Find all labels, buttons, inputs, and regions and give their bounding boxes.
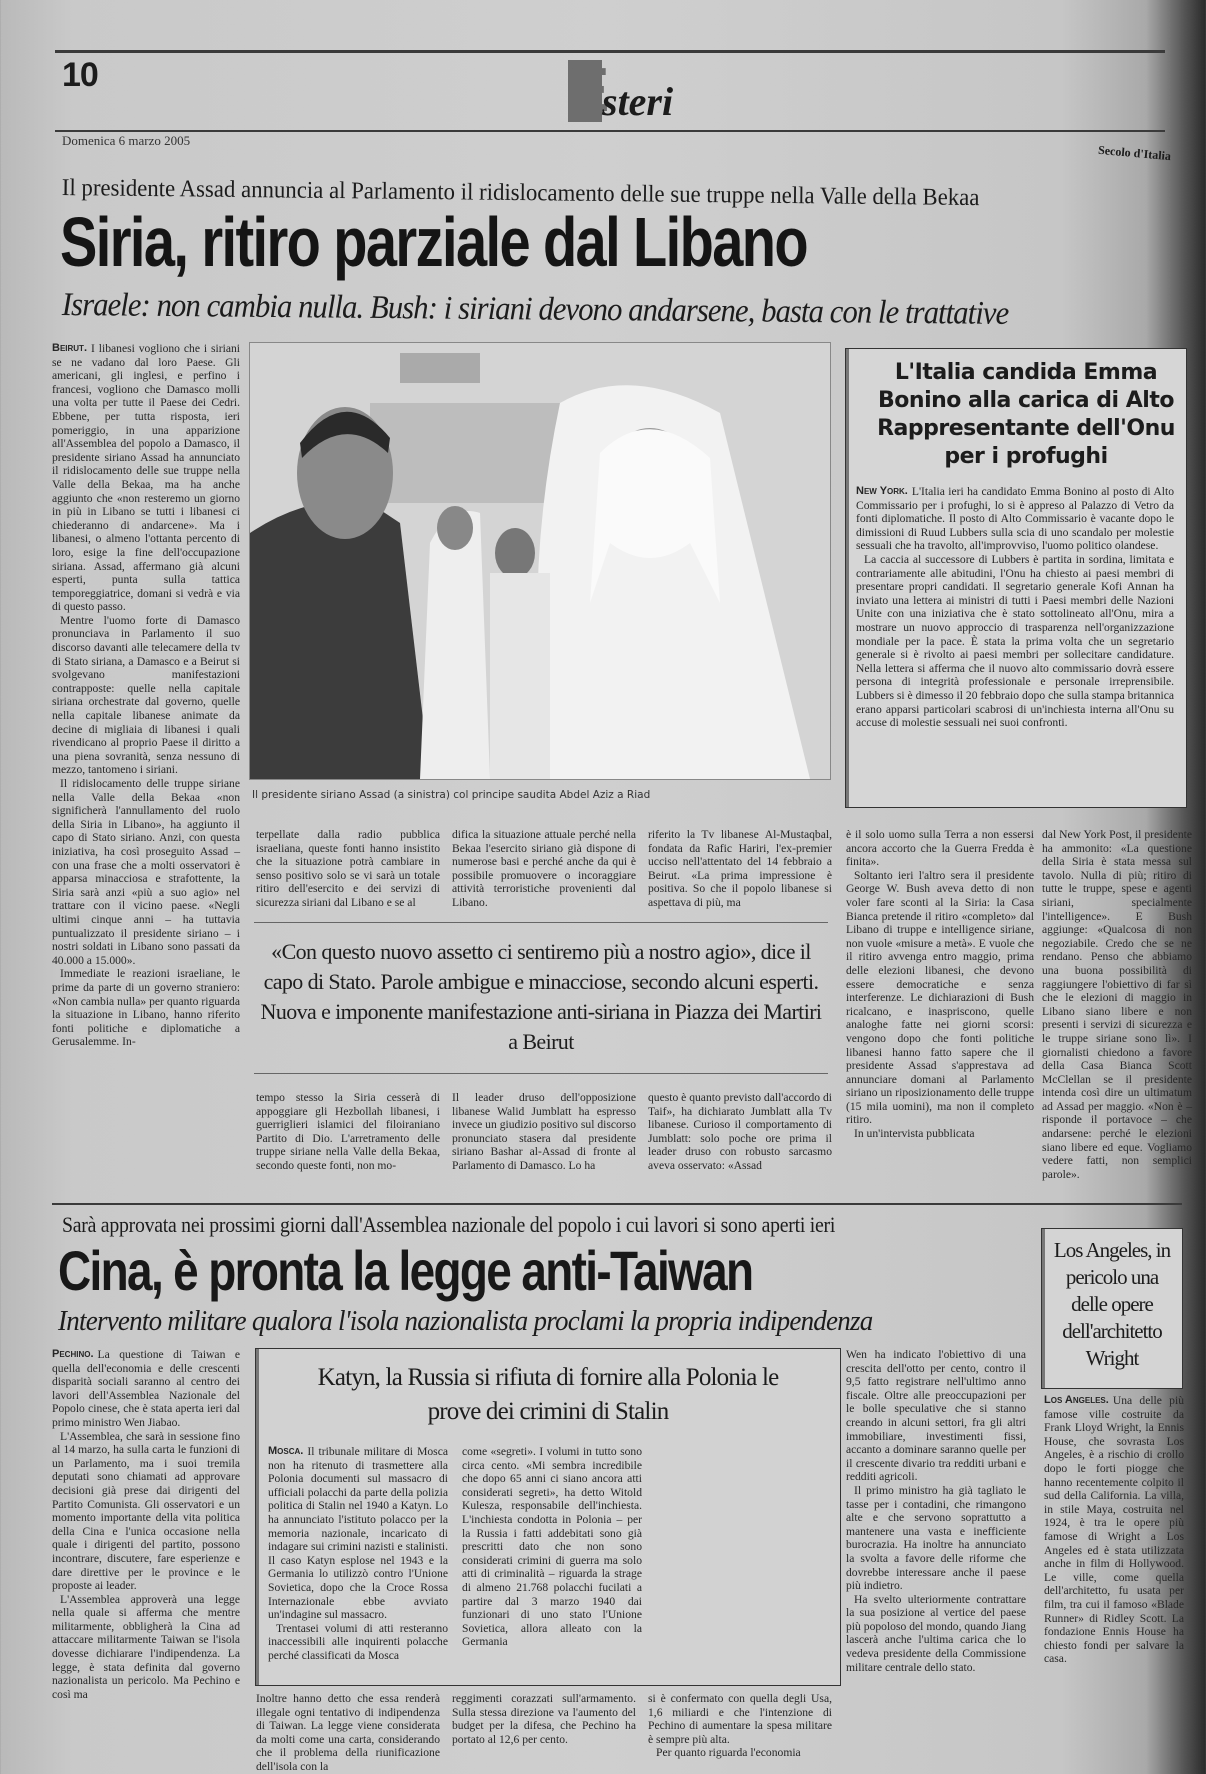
lead-lower-column-1: [256, 1091, 440, 1186]
lead-lower-column-2: [452, 1091, 636, 1186]
lead-column-6: [1042, 828, 1192, 1186]
second-kicker: Sarà approvata nei prossimi giorni dall'Assemblea nazionale del popolo i cui lavori si sono aperti ieri: [62, 1212, 836, 1237]
paragraph: La questione di Taiwan e quella dell'economia e delle crescenti disparità sociali saranno al centro dei lavori dell'Assemblea Nazionale del Popolo cinese, che è stata aperta ieri dal primo ministro Wen Jiabao.: [52, 1348, 240, 1429]
lead-column-1: [52, 342, 240, 1186]
article-text: [648, 1692, 832, 1760]
second-subheadline: Intervento militare qualora l'isola nazionalista proclami la propria indipendenza: [58, 1305, 873, 1337]
lead-kicker: Il presidente Assad annuncia al Parlamento il ridislocamento delle sue truppe nella Valle della Bekaa: [61, 174, 980, 212]
paragraph: Una delle più famose ville costruite da Frank Lloyd Wright, la Ennis House, che sovrasta Los Angeles, è a rischio di crollo dopo le forti piogge che hanno recentemente colpito il sud della California. La villa, in stile Maya, costruita nel 1924, è tra le opere più famose di Wright a Los Angeles ed è stata utilizzata anche in film di Hollywood. Le ville, come quella dell'architetto, fu usata per film, tra cui il famoso «Blade Runner» di Ridley Scott. La fondazione Ennis House ha chiesto fondi per salvare la casa.: [1044, 1394, 1184, 1666]
paragraph: riferito la Tv libanese Al-Mustaqbal, fondata da Rafic Hariri, l'ex-premier ucciso nell'attentato del 14 febbraio a Beirut. «La prima impressione è positiva. So che il popolo libanese si aspettava di più, ma: [648, 828, 832, 909]
lead-column-2: [256, 828, 440, 912]
paragraph: tempo stesso la Siria cesserà di appoggiare gli Hezbollah libanesi, i guerriglieri islamici del filoiraniano Partito di Dio. L'arretramento delle truppe siriane nella Valle della Bekaa, secondo queste fonti, non mo-: [256, 1091, 440, 1172]
section-title: [568, 56, 674, 125]
la-headline: Los Angeles, in pericolo una delle opere dell'architetto Wright: [1053, 1238, 1171, 1370]
la-body: [1044, 1394, 1184, 1746]
pull-quote-frame: [254, 922, 828, 1074]
paragraph: reggimenti corazzati sull'armamento. Sulla stessa direzione va l'aumento del budget per la difesa, che Pechino ha portato al 12,6 per cento.: [452, 1692, 636, 1746]
paragraph: Il ridislocamento delle truppe siriane nella Valle della Bekaa «non significherà l'annullamento del ruolo della Siria in Libano», ha aggiunto il capo di Stato siriano. Anzi, con questa iniziativa, ha così proseguito Assad – con una frase che a molti osservatori è apparsa minacciosa e strafottente, la Siria sarà anzi «più a suo agio» nel trattare con il vicino paese. «Negli ultimi cinque anni – ha tuttavia puntualizzato il presidente siriano – i nostri soldati in Libano sono passati da 40.000 a 15.000».: [52, 777, 240, 967]
pull-quote: «Con questo nuovo assetto ci sentiremo più a nostro agio», dice il capo di Stato. Parole ambigue e minacciose, secondo alcuni esperti. Nuova e imponente manifestazione anti-siriana in Piazza dei Martiri a Beirut: [260, 939, 822, 1054]
paragraph: L'Assemblea approverà una legge nella quale si afferma che mentre militarmente, obbligherà la Cina ad attaccare militarmente Taiwan se l'isola dovesse dichiarare l'indipendenza. La legge, è stata definita dal governo nazionalista un pericolo. Ma Pechino e così ma: [52, 1592, 240, 1701]
story-divider: [52, 1203, 1182, 1205]
article-text: [268, 1445, 448, 1663]
paragraph: questo è quanto previsto dall'accordo di Taif», ha dichiarato Jumblatt alla Tv libanese. Curioso il comportamento di Jumblatt: solo poche ore prima il leader druso con robusto sarcasmo aveva osservato: «Assad: [648, 1091, 832, 1172]
article-text: [1044, 1394, 1184, 1666]
article-text: [256, 1091, 440, 1173]
paragraph: terpellate dalla radio pubblica israeliana, queste fonti hanno insistito che la situazione potrà cambiare in senso positivo solo se vi sarà un totale ritiro dell'esercito e dei servizi di sicurezza siriani dal Libano e se al: [256, 828, 440, 909]
paragraph: è il solo uomo sulla Terra a non essersi ancora accorto che la Guerra Fredda è finita».: [846, 828, 1034, 869]
china-lower-column-3: [648, 1692, 832, 1760]
paragraph: difica la situazione attuale perché nella Bekaa l'esercito siriano già dispone di numerose basi e perché anche da qui è possibile promuovere o incoraggiare attività terroristiche provenienti dal Libano.: [452, 828, 636, 909]
paragraph: Trentasei volumi di atti resteranno inaccessibili alle inquirenti polacche perché classificati da Mosca: [268, 1621, 448, 1662]
article-text: [256, 828, 440, 910]
china-lower-column-2: [452, 1692, 636, 1746]
paragraph: si è confermato con quella degli Usa, 1,6 miliardi e che l'intenzione di Pechino di aumentare la spesa militare è sempre più alta.: [648, 1692, 832, 1746]
china-column-right: [846, 1348, 1026, 1746]
paragraph: I libanesi vogliono che i siriani se ne vadano dal loro Paese. Gli americani, gli inglesi, e perfino i francesi, vogliono che Damasco molli una volta per tutte il Paese dei Cedri. Ebbene, per tutta risposta, ieri pomeriggio, in una apparizione all'Assemblea del popolo a Damasco, il presidente siriano Assad ha annunciato il ridislocamento delle sue truppe nella Valle della Bekaa, ma ha anche aggiunto che «non resteremo un giorno in più in Libano se tutti i libanesi ci chiederanno di andarcene». Ma i libanesi, o almeno l'ottanta percento di loro, esige la fine dell'occupazione siriana. Assad, affermano già alcuni esperti, punta sulla tattica temporeggiatrice, domani si vedrà e via di questo passo.: [52, 342, 240, 614]
paragraph: Per quanto riguarda l'economia: [656, 1746, 801, 1760]
katyn-column-2: [462, 1445, 642, 1677]
masthead-rule: [55, 130, 1165, 132]
section-initial: E: [568, 56, 610, 125]
sidebar-body: [856, 485, 1174, 797]
lead-headline: Siria, ritiro parziale dal Libano: [60, 203, 807, 281]
sidebar-headline: L'Italia candida Emma Bonino alla carica di Alto Rappresentante dell'Onu per i profughi: [877, 360, 1175, 469]
paragraph: Inoltre hanno detto che essa renderà illegale ogni tentativo di indipendenza di Taiwan. La legge viene considerata da molti come una carta, considerando che il problema della riunificazione dell'isola con la: [256, 1692, 440, 1773]
second-headline: Cina, è pronta la legge anti-Taiwan: [58, 1239, 753, 1302]
china-lower-column-1: [256, 1692, 440, 1773]
paragraph: L'Italia ieri ha candidato Emma Bonino al posto di Alto Commissario per i profughi, lo si è appreso al Palazzo di Vetro da fonti diplomatiche. Il posto di Alto Commissario è vacante dopo le dimissioni di Ruud Lubbers sulla scia di uno scandalo per molestie sessuali che ha travolto, all'improvviso, l'uomo politico olandese.: [856, 485, 1174, 553]
article-text: [452, 828, 636, 910]
dateline: Pechino.: [52, 1348, 94, 1360]
article-text: [846, 828, 1034, 1141]
paragraph: L'Assemblea, che sarà in sessione fino al 14 marzo, ha sulla carta le funzioni di un Parlamento, ma i suoi tremila deputati sono chiamati ad approvare decisioni già prese dai dirigenti del Partito Comunista. Gli osservatori e un momento importante della vita politica della Cina e l'unica occasione nella quale i dirigenti del partito, possono incontrare, discutere, fare esperienze e dare direttive per le province e le proposte ai leader.: [52, 1429, 240, 1593]
sidebar-box: [845, 348, 1187, 808]
article-text: [452, 1091, 636, 1173]
paragraph: Immediate le reazioni israeliane, le prime da parte di un governo straniero: «Non cambia nulla» per quanto riguarda la situazione in Libano, hanno riferito fonti politiche e diplomatiche a Gerusalemme. In-: [52, 967, 240, 1049]
article-text: [856, 485, 1174, 730]
paragraph: Il tribunale militare di Mosca non ha ritenuto di trasmettere alla Polonia documenti sul massacro di ufficiali polacchi da parte della polizia politica di Stalin nel 1940 a Katyn. Lo ha annunciato l'istituto polacco per la memoria nazionale, incaricato di indagare sui crimini nazisti e stalinisti. Il caso Katyn esplose nel 1943 e la Germania lo utilizzò contro l'Unione Sovietica, dopo che la Croce Rossa Internazionale ebbe avviato un'indagine sul massacro.: [268, 1445, 448, 1622]
paragraph: Soltanto ieri l'altro sera il presidente George W. Bush aveva detto di non voler fare sconti al la Siria: la Casa Bianca pretende il ritiro «completo» dal Libano di truppe e intelligence siriane, non vuole «misure a metà». E vuole che il ritiro avvenga entro maggio, prima delle elezioni libanesi, che devono essere democratiche e senza interferenze. Le dichiarazioni di Bush ricalcano, e inaspriscono, quelle analoghe fatte nei giorni scorsi: vengono dopo che fonti politiche libanesi hanno fatto sapere che il presidente Assad s'apprestava ad annunciare domani al Parlamento siriano un riposizionamento delle truppe (15 mila uomini), ma non il completo ritiro.: [846, 868, 1034, 1127]
paragraph: dal New York Post, il presidente ha ammonito: «La questione della Siria è stata messa sul tavolo. Nulla di più; ritiro di tutte le truppe, spese e agenti siriani, specialmente l'intelligence». E Bush aggiunge: «Qualcosa di non negoziabile. Credo che se ne rendano. Penso che abbiamo una buona possibilità di raggiungere l'obiettivo di far sì che le elezioni di maggio in Libano siano libere e non presenti i servizi di sicurezza e le truppe siriane sono lì». I giornalisti chiedono a favore della Casa Bianca Scott McClellan se il presidente intenda così dire un ultimatum ad Assad per maggio. «Non è – risponde il portavoce – che andarsene: perché le elezioni siano libere ed eque. Vogliamo vedere fatti, non semplici parole».: [1042, 828, 1192, 1181]
article-text: [256, 1692, 440, 1774]
paragraph: In un'intervista pubblicata: [854, 1127, 975, 1141]
page-number: 10: [62, 56, 98, 94]
article-text: [648, 828, 832, 910]
katyn-box: [255, 1348, 841, 1686]
article-text: [1042, 828, 1192, 1181]
lead-column-3: [452, 828, 636, 912]
katyn-headline: Katyn, la Russia si rifiuta di fornire alla Polonia le prove dei crimini di Stalin: [317, 1364, 779, 1425]
la-box: [1041, 1228, 1183, 1389]
article-text: [462, 1445, 642, 1649]
paragraph: Ha svelto ulteriormente contrattare la sua posizione al vertice del paese più popoloso del mondo, quando Jiang lascerà anche l'ultima carica che lo vedeva presidente della Commissione militare centrale dello stato.: [846, 1592, 1026, 1674]
paper-name: Secolo d'Italia: [1097, 142, 1172, 164]
paragraph: La caccia al successore di Lubbers è partita in sordina, limitata e contrariamente alle abitudini, l'Onu ha chiesto ai paesi membri di presentare propri candidati. Il segretario generale Kofi Annan ha inviato una lettera ai ministri di tutti i Paesi membri delle Nazioni Unite con una iniziativa che è stato sottolineato all'Onu, mira a mostrare un nuovo approccio di trasparenza nell'organizzazione mondiale per la pace. È stata la prima volta che un segretario generale si è rivolto ai paesi membri per sollecitare candidature. Nella lettera si afferma che il nuovo alto commissario dovrà essere persona di integrità professionale e personale irreprensibile. Lubbers si è dimesso il 20 febbraio dopo che sulla stampa britannica erano apparsi particolari scabrosi di un'inchiesta interna all'Onu su accuse di molestie sessuali nei suoi confronti.: [856, 552, 1174, 730]
article-text: [648, 1091, 832, 1173]
article-text: [846, 1348, 1026, 1674]
paragraph: Wen ha indicato l'obiettivo di una crescita dell'otto per cento, contro il 9,5 fatto registrare nell'ultimo anno fiscale. Oltre alle preoccupazioni per le bolle speculative che si stanno creando in alcuni settori, fra gli altri immobiliare, investimenti fissi, accanto a dominare saranno quelle per il crescente divario tra redditi urbani e redditi agricoli.: [846, 1348, 1026, 1484]
lead-lower-column-3: [648, 1091, 832, 1186]
dateline: Los Angeles.: [1044, 1394, 1109, 1406]
china-column-1: [52, 1348, 240, 1746]
issue-date: Domenica 6 marzo 2005: [62, 133, 191, 148]
lead-column-5: [846, 828, 1034, 1186]
paragraph: Il primo ministro ha già tagliato le tasse per i contadini, che rimangono alte e che servono soprattutto a mantenere una vasta e inefficiente burocrazia. Ha inoltre ha annunciato la svolta a favore delle riforme che dovrebbe interessare anche il paese più indietro.: [846, 1483, 1026, 1593]
news-photo: [249, 342, 831, 780]
article-text: [452, 1692, 636, 1746]
article-text: [52, 1348, 240, 1701]
dateline: New York.: [856, 485, 908, 497]
article-text: [52, 342, 240, 1049]
katyn-column-1: [268, 1445, 448, 1677]
paragraph: Il leader druso dell'opposizione libanese Walid Jumblatt ha espresso invece un giudizio positivo sul discorso pronunciato stasera dal presidente siriano Bashar al-Assad di fronte al Parlamento di Damasco. Lo ha: [452, 1091, 636, 1172]
paragraph: Mentre l'uomo forte di Damasco pronunciava in Parlamento il suo discorso davanti alle telecamere della tv di Stato siriana, a Damasco e a Beirut si svolgevano manifestazioni contrapposte: quelle nella capitale siriana orchestrate dal governo, quelle nella capitale libanese animate da decine di migliaia di libanesi i quali rivendicano al proprio Paese il diritto a una piena sovranità, senza nessuno di mezzo, tantomeno i siriani.: [52, 613, 240, 777]
paragraph: come «segreti». I volumi in tutto sono circa cento. «Mi sembra incredibile che dopo 65 anni ci siano ancora atti considerati segreti», ha detto Witold Kulesza, responsabile dell'inchiesta. L'inchiesta condotta in Polonia – per la Russia i fatti addebitati sono già prescritti dato che non sono considerati crimini di guerra ma solo atti di criminalità – riguarda la strage di almeno 21.768 polacchi fucilati a partire dal 3 marzo 1940 dai funzionari di uno stato l'Unione Sovietica, allora alleato con la Germania: [462, 1445, 642, 1649]
lead-subheadline: Israele: non cambia nulla. Bush: i siriani devono andarsene, basta con le trattative: [61, 286, 1009, 332]
dateline: Mosca.: [268, 1445, 304, 1457]
dateline: Beirut.: [52, 342, 87, 354]
lead-column-4: [648, 828, 832, 912]
top-rule: [55, 50, 1165, 53]
photo-caption: Il presidente siriano Assad (a sinistra) col principe saudita Abdel Aziz a Riad: [252, 789, 651, 801]
photo-assad-abdel-aziz: [250, 343, 830, 779]
section-name: steri: [602, 79, 674, 124]
